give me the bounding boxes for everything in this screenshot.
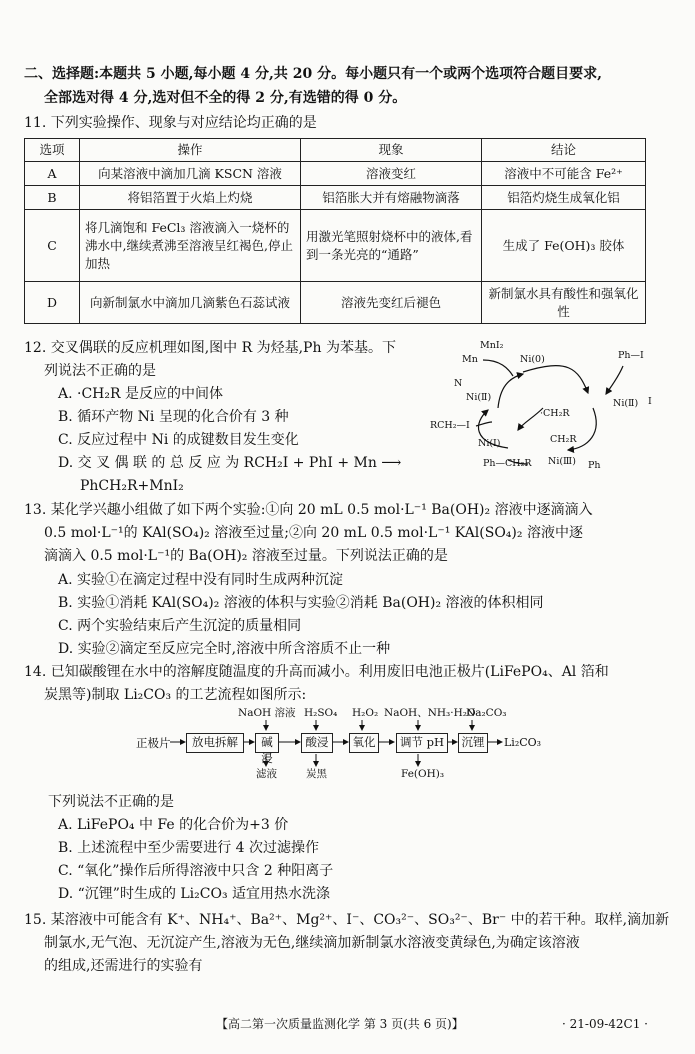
flow-start: 正极片	[136, 736, 171, 750]
q14-stem-line2: 炭黑等)制取 Li₂CO₃ 的工艺流程如图所示:	[44, 687, 307, 703]
label-ni2-left: Ni(Ⅱ)	[466, 392, 492, 403]
q13-stem-line1: 13. 某化学兴趣小组做了如下两个实验:①向 20 mL 0.5 mol·L⁻¹ Ba(OH)₂ 溶液中逐滴滴入	[24, 502, 593, 518]
q14-option-b: B. 上述流程中至少需要进行 4 次过滤操作	[58, 840, 319, 856]
label-phi: Ph—I	[618, 350, 644, 361]
flow-reagent-naoh-nh3: NaOH、NH₃·H₂O	[384, 707, 476, 719]
q13-stem-line3: 滴滴入 0.5 mol·L⁻¹的 Ba(OH)₂ 溶液至过量。下列说法正确的是	[44, 548, 448, 564]
page-footer: 【高二第一次质量监测化学 第 3 页(共 6 页)】	[216, 1017, 464, 1031]
q12-stem-line1: 12. 交叉偶联的反应机理如图,图中 R 为烃基,Ph 为苯基。下	[24, 340, 396, 356]
page-code: · 21-09-42C1 ·	[562, 1017, 648, 1031]
q12-option-d-line1: D. 交 叉 偶 联 的 总 反 应 为 RCH₂I + PhI + Mn ⟶	[58, 455, 402, 471]
label-mni2: MnI₂	[480, 340, 504, 351]
table-row	[25, 210, 646, 282]
label-phch2r: Ph—CH₂R	[483, 458, 532, 469]
q12-option-d-line2: PhCH₂R+MnI₂	[80, 478, 184, 494]
table-row	[25, 282, 646, 324]
header-conclusion: 结论	[482, 139, 646, 162]
label-n: N	[454, 378, 463, 389]
cell-phenomenon: 用激光笔照射烧杯中的液体,看到一条光亮的“通路”	[301, 210, 482, 282]
flow-box-oxidize: 氧化	[349, 733, 379, 753]
flow-output-feoh3: Fe(OH)₃	[401, 768, 445, 780]
cell-conclusion: 溶液中不可能含 Fe²⁺	[482, 162, 646, 186]
cell-conclusion: 新制氯水具有酸性和强氧化性	[482, 282, 646, 324]
flow-reagent-h2o2: H₂O₂	[352, 707, 379, 719]
flow-box-disassemble: 放电拆解	[186, 733, 244, 753]
cell-operation: 向新制氯水中滴加几滴紫色石蕊试液	[80, 282, 301, 324]
label-ch2r-radical: ·CH₂R	[540, 408, 570, 419]
flow-box-acid-leach: 酸浸	[301, 733, 333, 753]
q14-stem-line1: 14. 已知碳酸锂在水中的溶解度随温度的升高而减小。利用废旧电池正极片(LiFePO₄、Al 箔和	[24, 664, 609, 680]
label-i: I	[648, 396, 652, 407]
label-ch2r: CH₂R	[550, 434, 577, 445]
q12-option-a: A. ·CH₂R 是反应的中间体	[58, 386, 223, 402]
label-ni1: Ni(Ⅰ)	[478, 438, 501, 449]
label-rch2i: RCH₂—I	[430, 420, 470, 431]
flow-box-alkali-leach: 碱浸	[255, 733, 279, 753]
flow-reagent-naoh: NaOH 溶液	[238, 707, 296, 719]
cell-option: D	[25, 282, 80, 324]
q15-stem-line1: 15. 某溶液中可能含有 K⁺、NH₄⁺、Ba²⁺、Mg²⁺、I⁻、CO₃²⁻、SO₃²⁻、Br⁻ 中的若干种。取样,滴加新	[24, 912, 670, 928]
label-ni0: Ni(0)	[520, 354, 545, 365]
section-heading-line2: 全部选对得 4 分,选对但不全的得 2 分,有选错的得 0 分。	[44, 90, 407, 106]
q14-option-d: D. “沉锂”时生成的 Li₂CO₃ 适宜用热水洗涤	[58, 886, 331, 902]
cell-option: A	[25, 162, 80, 186]
q12-option-b: B. 循环产物 Ni 呈现的化合价有 3 种	[58, 409, 289, 425]
q12-mechanism-diagram	[428, 338, 668, 473]
q15-stem-line2: 制氯水,无气泡、无沉淀产生,溶液为无色,继续滴加新制氯水溶液变黄绿色,为确定该溶液	[44, 935, 580, 951]
flow-box-precipitate-li: 沉锂	[458, 733, 488, 753]
q15-stem-line3: 的组成,还需进行的实验有	[44, 958, 203, 974]
cell-operation: 将铝箔置于火焰上灼烧	[80, 186, 301, 210]
cell-phenomenon: 溶液先变红后褪色	[301, 282, 482, 324]
flow-output-carbon: 炭黑	[306, 768, 327, 780]
flow-output-filtrate: 滤液	[256, 768, 277, 780]
q14-ask: 下列说法不正确的是	[48, 794, 174, 810]
header-phenomenon: 现象	[301, 139, 482, 162]
table-row	[25, 162, 646, 186]
cell-conclusion: 生成了 Fe(OH)₃ 胶体	[482, 210, 646, 282]
label-ni3: Ni(Ⅲ)	[548, 456, 576, 467]
cell-option: C	[25, 210, 80, 282]
header-operation: 操作	[80, 139, 301, 162]
q12-stem-line2: 列说法不正确的是	[44, 363, 156, 379]
q14-option-a: A. LiFePO₄ 中 Fe 的化合价为+3 价	[58, 817, 289, 833]
flow-reagent-na2co3: Na₂CO₃	[466, 707, 507, 719]
q14-option-c: C. “氧化”操作后所得溶液中只含 2 种阳离子	[58, 863, 334, 879]
q13-option-c: C. 两个实验结束后产生沉淀的质量相同	[58, 618, 302, 634]
label-ni2-right: Ni(Ⅱ)	[613, 398, 639, 409]
cell-phenomenon: 铝箔胀大并有熔融物滴落	[301, 186, 482, 210]
q13-option-a: A. 实验①在滴定过程中没有同时生成两种沉淀	[58, 572, 344, 588]
table-header-row	[25, 139, 646, 162]
flow-reagent-h2so4: H₂SO₄	[304, 707, 338, 719]
label-ph: Ph	[588, 460, 601, 471]
q13-stem-line2: 0.5 mol·L⁻¹的 KAl(SO₄)₂ 溶液至过量;②向 20 mL 0.5 mol·L⁻¹ KAl(SO₄)₂ 溶液中逐	[44, 525, 583, 541]
cell-operation: 将几滴饱和 FeCl₃ 溶液滴入一烧杯的沸水中,继续煮沸至溶液呈红褐色,停止加热	[80, 210, 301, 282]
cell-phenomenon: 溶液变红	[301, 162, 482, 186]
section-heading-line1: 二、选择题:本题共 5 小题,每小题 4 分,共 20 分。每小题只有一个或两个选项符合题目要求,	[24, 66, 602, 82]
cell-option: B	[25, 186, 80, 210]
q13-option-d: D. 实验②滴定至反应完全时,溶液中所含溶质不止一种	[58, 641, 391, 657]
q11-table	[24, 138, 646, 324]
header-option: 选项	[25, 139, 80, 162]
q13-option-b: B. 实验①消耗 KAl(SO₄)₂ 溶液的体积与实验②消耗 Ba(OH)₂ 溶液的体积相同	[58, 595, 544, 611]
q12-option-c: C. 反应过程中 Ni 的成键数目发生变化	[58, 432, 299, 448]
flow-end: Li₂CO₃	[504, 736, 542, 749]
cell-operation: 向某溶液中滴加几滴 KSCN 溶液	[80, 162, 301, 186]
label-mn: Mn	[462, 354, 478, 365]
flow-box-adjust-ph: 调节 pH	[396, 733, 448, 753]
q11-stem: 11. 下列实验操作、现象与对应结论均正确的是	[24, 115, 317, 131]
cell-conclusion: 铝箔灼烧生成氧化铝	[482, 186, 646, 210]
table-row	[25, 186, 646, 210]
